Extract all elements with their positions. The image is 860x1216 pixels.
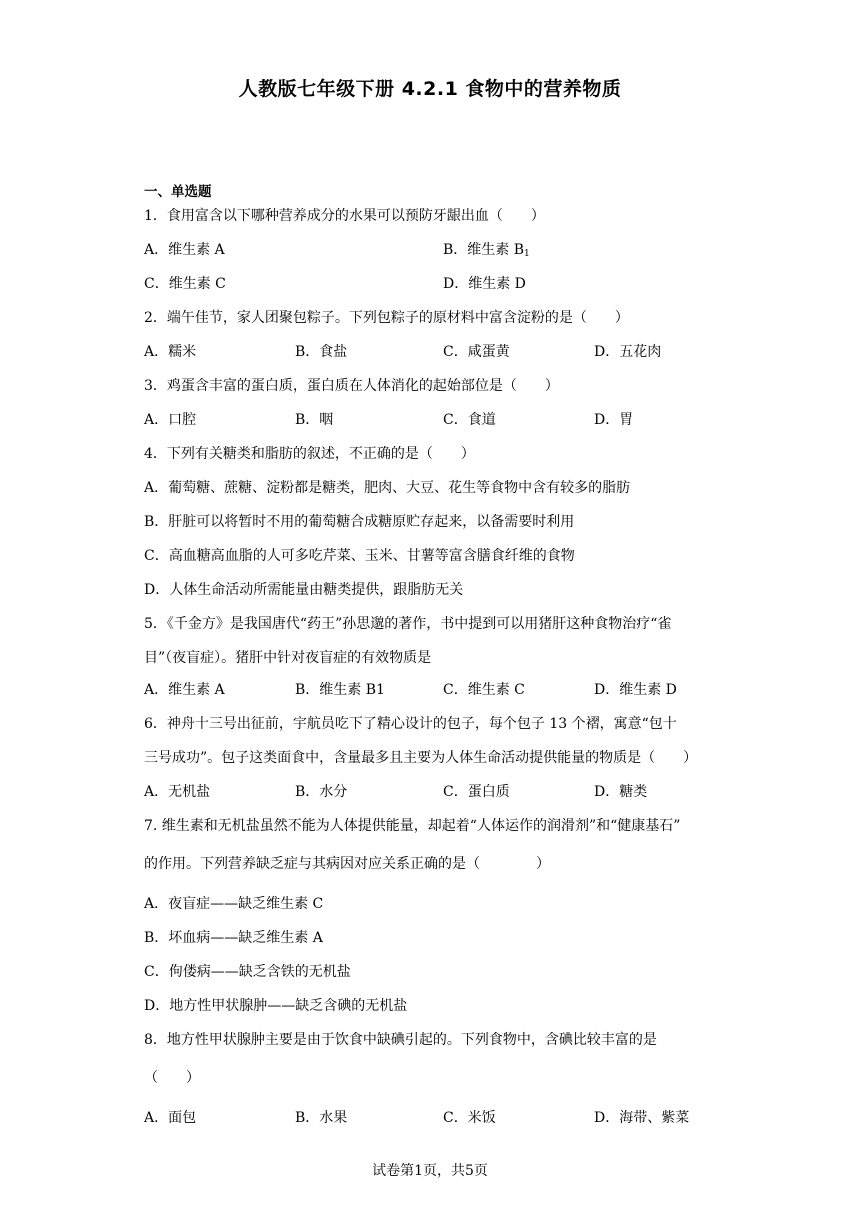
question-5-stem-line-2: 目”（夜盲症）。猪肝中针对夜盲症的有效物质是 xyxy=(144,650,432,666)
question-3-stem: 3．鸡蛋含丰富的蛋白质，蛋白质在人体消化的起始部位是（ ） xyxy=(144,378,559,394)
q1-option-a: A．维生素 A xyxy=(144,242,225,258)
q7-option-c: C．佝偻病——缺乏含铁的无机盐 xyxy=(144,964,351,980)
q5-option-a: A．维生素 A xyxy=(144,682,225,698)
q8-option-c: C．米饭 xyxy=(443,1110,496,1126)
q3-option-d: D．胃 xyxy=(594,412,634,428)
q8-option-a: A．面包 xyxy=(144,1110,197,1126)
q4-option-c: C．高血糖高血脂的人可多吃芹菜、玉米、甘薯等富含膳食纤维的食物 xyxy=(144,548,575,564)
q3-option-b: B．咽 xyxy=(295,412,334,428)
q4-option-d: D．人体生命活动所需能量由糖类提供，跟脂肪无关 xyxy=(144,582,464,598)
q6-option-b: B．水分 xyxy=(295,784,348,800)
question-8-stem-line-1: 8．地方性甲状腺肿主要是由于饮食中缺碘引起的。下列食物中，含碘比较丰富的是 xyxy=(144,1032,657,1048)
q8-option-b: B．水果 xyxy=(295,1110,348,1126)
question-1-stem: 1．食用富含以下哪种营养成分的水果可以预防牙龈出血（ ） xyxy=(144,208,545,224)
question-7-stem-line-2: 的作用。下列营养缺乏症与其病因对应关系正确的是（ ） xyxy=(144,856,550,872)
q5-option-b: B．维生素 B1 xyxy=(295,682,385,698)
q7-option-b: B．坏血病——缺乏维生素 A xyxy=(144,930,323,946)
question-6-stem-line-1: 6．神舟十三号出征前，宇航员吃下了精心设计的包子，每个包子 13 个褶，寓意“包十 xyxy=(144,716,677,732)
question-6-stem-line-2: 三号成功”。包子这类面食中，含量最多且主要为人体生命活动提供能量的物质是（ ） xyxy=(144,750,698,766)
question-7-stem-line-1: 7. 维生素和无机盐虽然不能为人体提供能量，却起着“人体运作的润滑剂”和“健康基石” xyxy=(144,818,681,834)
question-2-stem: 2．端午佳节，家人团聚包粽子。下列包粽子的原材料中富含淀粉的是（ ） xyxy=(144,310,629,326)
q2-option-d: D．五花肉 xyxy=(594,344,662,360)
q7-option-d: D．地方性甲状腺肿——缺乏含碘的无机盐 xyxy=(144,998,408,1014)
q4-option-a: A．葡萄糖、蔗糖、淀粉都是糖类，肥肉、大豆、花生等食物中含有较多的脂肪 xyxy=(144,480,631,496)
question-8-stem-line-2: （ ） xyxy=(144,1070,200,1086)
q1-option-b: B．维生素 $B_1$ xyxy=(443,242,530,259)
q1-option-d: D．维生素 D xyxy=(443,276,526,292)
q2-option-c: C．咸蛋黄 xyxy=(443,344,510,360)
q6-option-c: C．蛋白质 xyxy=(443,784,510,800)
q3-option-c: C．食道 xyxy=(443,412,496,428)
q4-option-b: B．肝脏可以将暂时不用的葡萄糖合成糖原贮存起来，以备需要时利用 xyxy=(144,514,575,530)
question-5-stem-line-1: 5．《千金方》是我国唐代“药王”孙思邈的著作，书中提到可以用猪肝这种食物治疗“雀 xyxy=(144,616,672,632)
q8-option-d: D．海带、紫菜 xyxy=(594,1110,690,1126)
section-heading: 一、单选题 xyxy=(144,184,212,200)
q6-option-d: D．糖类 xyxy=(594,784,648,800)
q5-option-c: C．维生素 C xyxy=(443,682,525,698)
q7-option-a: A．夜盲症——缺乏维生素 C xyxy=(144,896,324,912)
page-title: 人教版七年级下册 4.2.1 食物中的营养物质 xyxy=(238,78,622,100)
q2-option-a: A．糯米 xyxy=(144,344,197,360)
q3-option-a: A．口腔 xyxy=(144,412,197,428)
page-footer: 试卷第1页，共5页 xyxy=(372,1163,488,1179)
q6-option-a: A．无机盐 xyxy=(144,784,211,800)
q1-option-c: C．维生素 C xyxy=(144,276,226,292)
q2-option-b: B．食盐 xyxy=(295,344,348,360)
q5-option-d: D．维生素 D xyxy=(594,682,677,698)
question-4-stem: 4．下列有关糖类和脂肪的叙述，不正确的是（ ） xyxy=(144,446,475,462)
